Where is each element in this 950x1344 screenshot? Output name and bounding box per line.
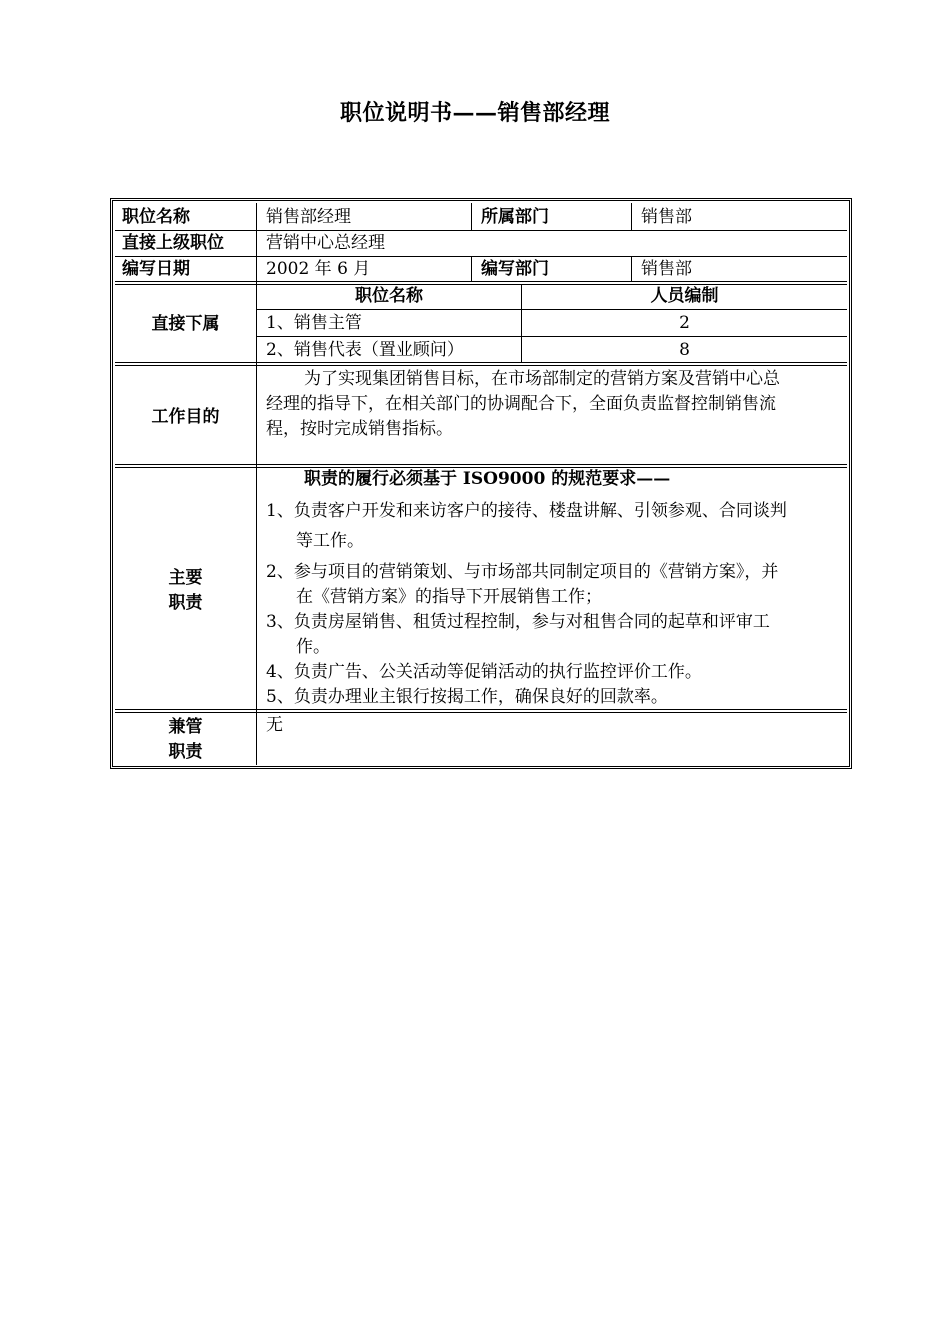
sub-row-count: 8 bbox=[679, 340, 690, 360]
col-divider bbox=[631, 256, 632, 282]
date-value: 2002 年 6 月 bbox=[266, 259, 371, 279]
subordinates-label: 直接下属 bbox=[151, 314, 220, 334]
col-divider bbox=[631, 203, 632, 230]
duty-item: 2、参与项目的营销策划、与市场部共同制定项目的《营销方案》，并 bbox=[266, 562, 779, 582]
purpose-label: 工作目的 bbox=[151, 407, 220, 427]
sub-col-count-header: 人员编制 bbox=[650, 286, 719, 306]
duty-item: 5、负责办理业主银行按揭工作，确保良好的回款率。 bbox=[266, 687, 668, 707]
superior-value: 营销中心总经理 bbox=[266, 233, 385, 253]
duties-label-line1: 主要 bbox=[168, 568, 203, 588]
sub-row-name: 1、销售主管 bbox=[266, 313, 362, 333]
row-divider bbox=[115, 230, 847, 231]
duties-label-line2: 职责 bbox=[168, 593, 203, 613]
duty-item: 4、负责广告、公关活动等促销活动的执行监控评价工作。 bbox=[266, 662, 702, 682]
purpose-line: 程，按时完成销售指标。 bbox=[266, 419, 453, 439]
sub-row-count: 2 bbox=[679, 313, 690, 333]
purpose-line: 经理的指导下，在相关部门的协调配合下，全面负责监督控制销售流 bbox=[266, 394, 776, 414]
sub-row-name: 2、销售代表（置业顾问） bbox=[266, 340, 464, 360]
purpose-line: 为了实现集团销售目标，在市场部制定的营销方案及营销中心总 bbox=[304, 369, 780, 389]
position-value: 销售部经理 bbox=[266, 207, 351, 227]
concurrent-value: 无 bbox=[266, 715, 283, 735]
author-dept-label: 编写部门 bbox=[481, 259, 549, 279]
duty-item-cont: 在《营销方案》的指导下开展销售工作； bbox=[296, 587, 602, 607]
duty-item-cont: 作。 bbox=[296, 637, 330, 657]
row-divider bbox=[257, 309, 847, 310]
duties-intro: 职责的履行必须基于 ISO9000 的规范要求—— bbox=[304, 469, 671, 489]
col-divider bbox=[471, 203, 472, 230]
duty-item-cont: 等工作。 bbox=[296, 531, 364, 551]
col-divider bbox=[471, 256, 472, 282]
concurrent-label-line1: 兼管 bbox=[168, 717, 203, 737]
dept-value: 销售部 bbox=[641, 207, 692, 227]
concurrent-label-line2: 职责 bbox=[168, 742, 203, 762]
row-divider bbox=[257, 336, 847, 337]
duty-item: 1、负责客户开发和来访客户的接待、楼盘讲解、引领参观、合同谈判 bbox=[266, 501, 787, 521]
superior-label: 直接上级职位 bbox=[122, 233, 224, 253]
page-title: 职位说明书——销售部经理 bbox=[339, 100, 610, 126]
date-label: 编写日期 bbox=[122, 259, 190, 279]
sub-col-name-header: 职位名称 bbox=[355, 286, 423, 306]
position-label: 职位名称 bbox=[122, 207, 190, 227]
author-dept-value: 销售部 bbox=[641, 259, 692, 279]
duty-item: 3、负责房屋销售、租赁过程控制，参与对租售合同的起草和评审工 bbox=[266, 612, 770, 632]
dept-label: 所属部门 bbox=[481, 207, 549, 227]
